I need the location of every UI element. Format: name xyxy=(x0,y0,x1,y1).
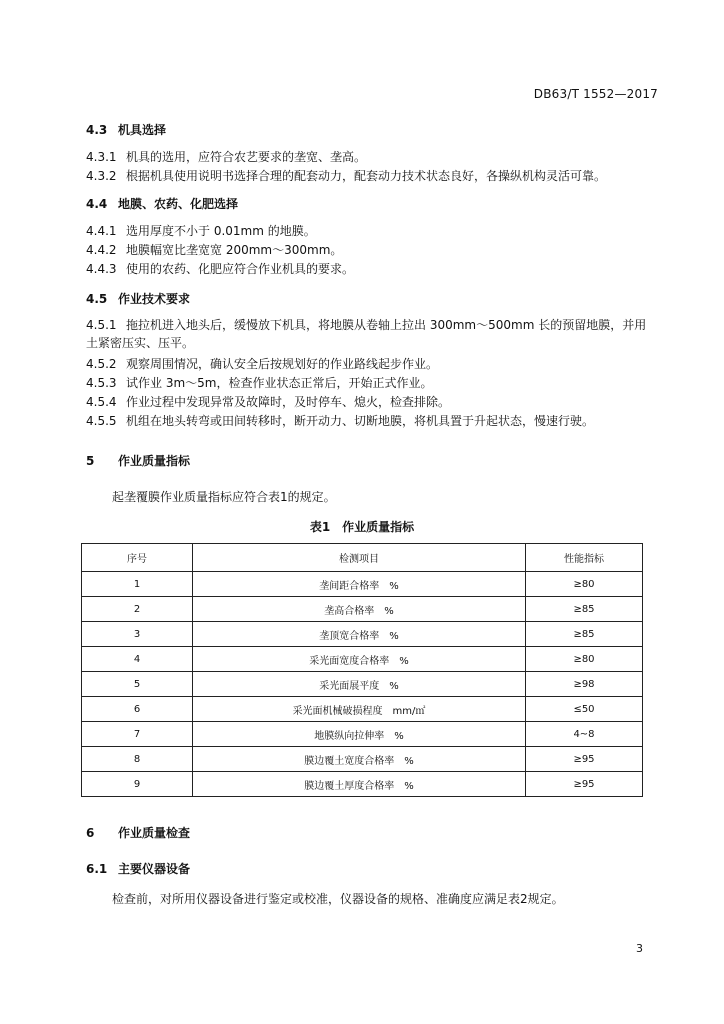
clause-number: 4.3.1 xyxy=(86,150,117,164)
cell-serial: 2 xyxy=(82,597,193,622)
section-6-1-text: 检查前，对所用仪器设备进行鉴定或校准，仪器设备的规格、准确度应满足表2规定。 xyxy=(112,892,564,906)
cell-index: ≥95 xyxy=(526,747,643,772)
clause-number: 4.3.2 xyxy=(86,169,117,183)
table-caption xyxy=(0,518,724,535)
section-heading: 作业技术要求 xyxy=(118,292,191,306)
section-title-4-3 xyxy=(86,121,166,138)
table-row xyxy=(82,697,643,722)
table-row xyxy=(82,572,643,597)
clause-4-5-1 xyxy=(86,316,654,352)
clause-text: 试作业 3m～5m，检查作业状态正常后，开始正式作业。 xyxy=(126,376,433,390)
clause-4-3-1 xyxy=(86,148,366,165)
section-title-6-1 xyxy=(86,860,190,877)
section-heading: 机具选择 xyxy=(118,123,167,137)
cell-index: 4~8 xyxy=(526,722,643,747)
cell-item: 地膜纵向拉伸率 % xyxy=(193,722,526,747)
header-serial: 序号 xyxy=(82,544,193,572)
quality-index-table xyxy=(81,543,643,797)
table-number: 表1 xyxy=(309,520,331,534)
clause-number: 4.4.3 xyxy=(86,262,117,276)
section-heading: 主要仪器设备 xyxy=(118,862,191,876)
table-row xyxy=(82,747,643,772)
cell-index: ≥95 xyxy=(526,772,643,797)
clause-number: 4.5.1 xyxy=(86,318,117,332)
table-row xyxy=(82,772,643,797)
section-number: 4.5 xyxy=(86,292,108,306)
clause-number: 4.5.5 xyxy=(86,414,117,428)
cell-serial: 1 xyxy=(82,572,193,597)
section-number: 6 xyxy=(86,826,95,840)
clause-number: 4.5.2 xyxy=(86,357,117,371)
cell-index: ≥80 xyxy=(526,647,643,672)
clause-number: 4.4.2 xyxy=(86,243,117,257)
section-5-intro: 起垄覆膜作业质量指标应符合表1的规定。 xyxy=(112,490,336,504)
section-number: 4.4 xyxy=(86,197,108,211)
clause-4-5-2 xyxy=(86,355,438,372)
clause-number: 4.5.4 xyxy=(86,395,117,409)
table-row xyxy=(82,597,643,622)
cell-item: 垄间距合格率 % xyxy=(193,572,526,597)
table-row xyxy=(82,722,643,747)
section-title-4-4 xyxy=(86,195,238,212)
table-row xyxy=(82,647,643,672)
section-heading: 作业质量指标 xyxy=(118,454,191,468)
clause-text: 选用厚度不小于 0.01mm 的地膜。 xyxy=(126,224,316,238)
section-heading: 地膜、农药、化肥选择 xyxy=(118,197,239,211)
section-number: 6.1 xyxy=(86,862,108,876)
clause-number: 4.4.1 xyxy=(86,224,117,238)
cell-serial: 4 xyxy=(82,647,193,672)
cell-index: ≥80 xyxy=(526,572,643,597)
table-header-row xyxy=(82,544,643,572)
cell-item: 采光面宽度合格率 % xyxy=(193,647,526,672)
section-title-5 xyxy=(86,452,190,469)
table-row xyxy=(82,672,643,697)
clause-text: 拖拉机进入地头后，缓慢放下机具，将地膜从卷轴上拉出 300mm～500mm 长的预留地膜，并用土紧密压实、压平。 xyxy=(86,318,647,350)
table-title: 作业质量指标 xyxy=(342,520,415,534)
cell-item: 采光面展平度 % xyxy=(193,672,526,697)
cell-serial: 7 xyxy=(82,722,193,747)
clause-text: 观察周围情况，确认安全后按规划好的作业路线起步作业。 xyxy=(126,357,439,371)
cell-index: ≥85 xyxy=(526,622,643,647)
header-index: 性能指标 xyxy=(526,544,643,572)
cell-serial: 3 xyxy=(82,622,193,647)
clause-text: 根据机具使用说明书选择合理的配套动力，配套动力技术状态良好，各操纵机构灵活可靠。 xyxy=(126,169,607,183)
section-title-4-5 xyxy=(86,290,190,307)
cell-serial: 9 xyxy=(82,772,193,797)
clause-4-4-3 xyxy=(86,260,354,277)
cell-item: 垄顶宽合格率 % xyxy=(193,622,526,647)
clause-4-4-1 xyxy=(86,222,316,239)
clause-text: 使用的农药、化肥应符合作业机具的要求。 xyxy=(126,262,355,276)
clause-text: 机具的选用，应符合农艺要求的垄宽、垄高。 xyxy=(126,150,367,164)
clause-4-5-4 xyxy=(86,393,450,410)
cell-item: 膜边覆土宽度合格率 % xyxy=(193,747,526,772)
cell-item: 垄高合格率 % xyxy=(193,597,526,622)
cell-serial: 8 xyxy=(82,747,193,772)
clause-4-5-3 xyxy=(86,374,432,391)
cell-index: ≥98 xyxy=(526,672,643,697)
cell-item: 采光面机械破损程度 mm/㎡ xyxy=(193,697,526,722)
section-heading: 作业质量检查 xyxy=(118,826,191,840)
clause-text: 作业过程中发现异常及故障时，及时停车、熄火，检查排除。 xyxy=(126,395,451,409)
section-number: 4.3 xyxy=(86,123,108,137)
standard-code: DB63/T 1552—2017 xyxy=(533,87,658,101)
clause-4-3-2 xyxy=(86,167,606,184)
cell-index: ≥85 xyxy=(526,597,643,622)
cell-serial: 6 xyxy=(82,697,193,722)
cell-item: 膜边覆土厚度合格率 % xyxy=(193,772,526,797)
table-row xyxy=(82,622,643,647)
clause-text: 地膜幅宽比垄宽宽 200mm～300mm。 xyxy=(126,243,343,257)
cell-index: ≤50 xyxy=(526,697,643,722)
section-number: 5 xyxy=(86,454,95,468)
clause-number: 4.5.3 xyxy=(86,376,117,390)
section-title-6 xyxy=(86,824,190,841)
cell-serial: 5 xyxy=(82,672,193,697)
header-item: 检测项目 xyxy=(193,544,526,572)
clause-text: 机组在地头转弯或田间转移时，断开动力、切断地膜，将机具置于升起状态，慢速行驶。 xyxy=(126,414,595,428)
clause-4-4-2 xyxy=(86,241,342,258)
page-number: 3 xyxy=(636,942,643,955)
clause-4-5-5 xyxy=(86,412,594,429)
